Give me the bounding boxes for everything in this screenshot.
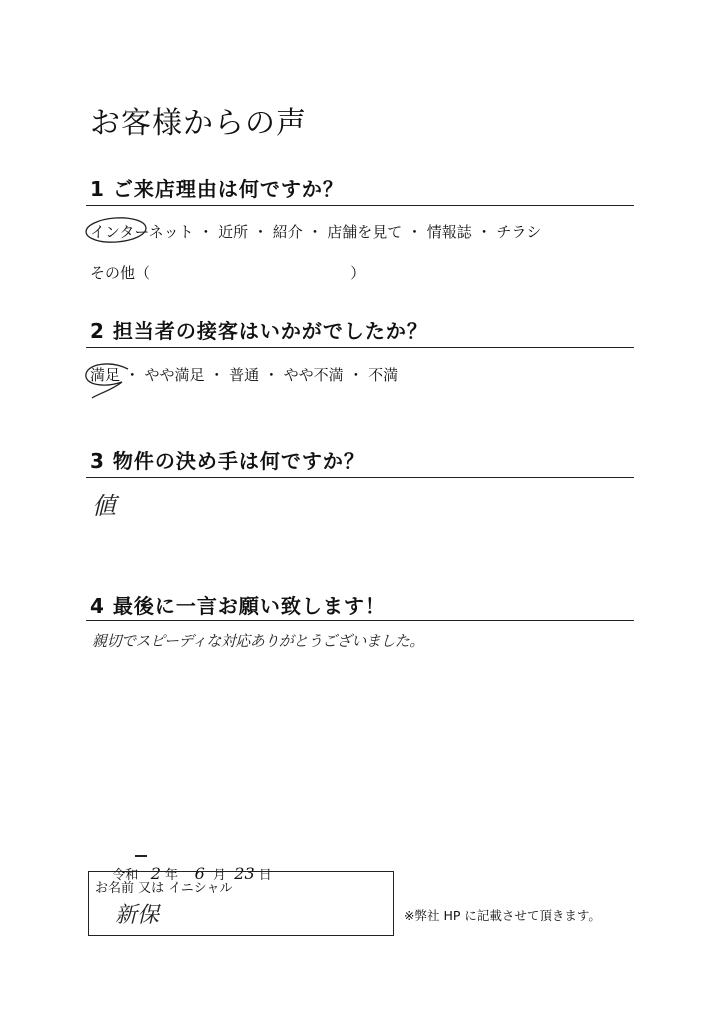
question-2-options: 満足 ・ やや満足 ・ 普通 ・ やや不満 ・ 不満 <box>90 366 399 384</box>
question-1-options: インターネット ・ 近所 ・ 紹介 ・ 店舗を見て ・ 情報誌 ・ チラシ <box>90 223 542 241</box>
date-month-unit: 月 <box>213 868 227 883</box>
question-1-other: その他（ ） <box>90 264 366 282</box>
question-1-heading: 1 ご来店理由は何ですか？ <box>90 177 344 201</box>
date-year-unit: 年 <box>165 868 179 883</box>
question-4-heading: 4 最後に一言お願い致します！ <box>90 594 386 618</box>
selection-circle-q1 <box>85 216 147 244</box>
date-day: 23 <box>234 864 255 883</box>
question-2-heading: 2 担当者の接客はいかがでしたか？ <box>90 319 428 343</box>
date-day-unit: 日 <box>258 868 272 883</box>
name-value: 新保 <box>115 903 160 928</box>
selection-circle-q2 <box>86 364 128 398</box>
page-title: お客様からの声 <box>90 106 307 141</box>
question-3-heading: 3 物件の決め手は何ですか？ <box>90 449 365 473</box>
name-label: お名前 又は イニシャル <box>95 881 233 896</box>
date-era: 令和 <box>112 868 139 883</box>
date-year: 2 <box>150 864 161 883</box>
date-month: 6 <box>194 864 205 883</box>
publication-note: ※弊社 HP に記載させて頂きます。 <box>404 908 601 923</box>
question-3-answer: 値 <box>92 492 116 520</box>
question-4-answer: 親切でスピーディな対応ありがとうございました。 <box>92 632 424 650</box>
